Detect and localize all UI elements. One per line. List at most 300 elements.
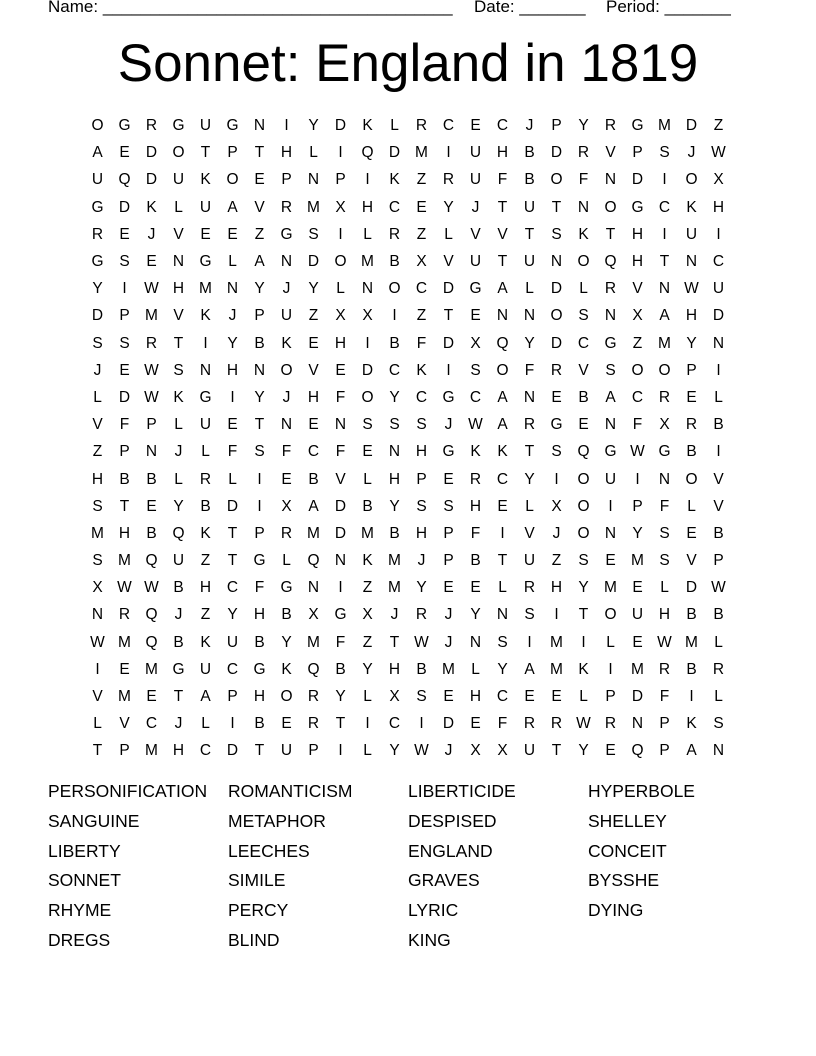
grid-letter[interactable]: O [280, 688, 293, 706]
grid-letter[interactable]: K [200, 524, 211, 542]
grid-letter[interactable]: T [335, 715, 346, 733]
grid-letter[interactable]: Q [145, 606, 158, 624]
grid-letter[interactable]: N [631, 715, 644, 733]
grid-letter[interactable]: C [145, 715, 158, 733]
grid-letter[interactable]: I [689, 688, 694, 706]
grid-letter[interactable]: P [335, 171, 346, 189]
grid-letter[interactable]: I [257, 470, 262, 488]
grid-letter[interactable]: G [91, 198, 104, 216]
grid-letter[interactable]: F [470, 524, 481, 542]
grid-letter[interactable]: J [525, 117, 534, 135]
grid-letter[interactable]: R [442, 171, 455, 189]
grid-letter[interactable]: V [713, 470, 724, 488]
grid-letter[interactable]: N [253, 117, 266, 135]
grid-letter[interactable]: L [687, 497, 696, 515]
grid-letter[interactable]: N [712, 742, 725, 760]
grid-letter[interactable]: P [443, 524, 454, 542]
grid-letter[interactable]: I [257, 497, 262, 515]
grid-letter[interactable]: V [308, 361, 319, 379]
grid-letter[interactable]: B [713, 606, 724, 624]
grid-letter[interactable]: I [338, 742, 343, 760]
grid-letter[interactable]: Y [254, 280, 265, 298]
grid-letter[interactable]: I [662, 171, 667, 189]
grid-letter[interactable]: E [227, 416, 238, 434]
grid-letter[interactable]: G [280, 225, 293, 243]
grid-letter[interactable]: S [551, 225, 562, 243]
grid-letter[interactable]: G [442, 388, 455, 406]
grid-letter[interactable]: R [91, 225, 104, 243]
grid-letter[interactable]: B [362, 497, 373, 515]
grid-letter[interactable]: X [281, 497, 292, 515]
grid-letter[interactable]: C [226, 579, 239, 597]
grid-letter[interactable]: M [361, 524, 374, 542]
grid-letter[interactable]: P [632, 497, 643, 515]
grid-letter[interactable]: W [468, 416, 483, 434]
grid-letter[interactable]: I [392, 307, 397, 325]
grid-letter[interactable]: M [361, 253, 374, 271]
grid-letter[interactable]: E [443, 579, 454, 597]
grid-letter[interactable]: U [523, 253, 536, 271]
grid-letter[interactable]: O [577, 497, 590, 515]
grid-letter[interactable]: U [226, 633, 239, 651]
grid-letter[interactable]: D [550, 144, 563, 162]
grid-letter[interactable]: Z [416, 307, 427, 325]
grid-letter[interactable]: R [280, 198, 293, 216]
grid-letter[interactable]: B [254, 334, 265, 352]
grid-letter[interactable]: E [632, 633, 643, 651]
grid-letter[interactable]: P [254, 524, 265, 542]
grid-letter[interactable]: K [173, 388, 184, 406]
grid-letter[interactable]: V [119, 715, 130, 733]
grid-letter[interactable]: L [606, 633, 615, 651]
grid-letter[interactable]: O [334, 253, 347, 271]
grid-letter[interactable]: H [658, 606, 671, 624]
grid-letter[interactable]: Z [416, 171, 427, 189]
grid-letter[interactable]: Y [443, 198, 454, 216]
grid-letter[interactable]: G [631, 198, 644, 216]
grid-letter[interactable]: R [604, 715, 617, 733]
grid-letter[interactable]: A [524, 660, 535, 678]
grid-letter[interactable]: D [442, 715, 455, 733]
grid-letter[interactable]: I [635, 470, 640, 488]
grid-letter[interactable]: V [173, 225, 184, 243]
grid-letter[interactable]: J [444, 742, 453, 760]
grid-letter[interactable]: U [280, 307, 293, 325]
grid-letter[interactable]: T [605, 225, 616, 243]
grid-letter[interactable]: L [363, 688, 372, 706]
grid-letter[interactable]: G [631, 117, 644, 135]
grid-letter[interactable]: H [199, 579, 212, 597]
grid-letter[interactable]: H [685, 307, 698, 325]
grid-letter[interactable]: S [92, 552, 103, 570]
grid-letter[interactable]: D [712, 307, 725, 325]
grid-letter[interactable]: Y [686, 334, 697, 352]
grid-letter[interactable]: E [686, 524, 697, 542]
grid-letter[interactable]: E [497, 497, 508, 515]
grid-letter[interactable]: X [389, 688, 400, 706]
grid-letter[interactable]: C [226, 660, 239, 678]
grid-letter[interactable]: D [118, 198, 131, 216]
grid-letter[interactable]: M [307, 633, 320, 651]
grid-letter[interactable]: M [388, 579, 401, 597]
grid-letter[interactable]: M [658, 334, 671, 352]
grid-letter[interactable]: B [281, 606, 292, 624]
grid-letter[interactable]: K [200, 307, 211, 325]
grid-letter[interactable]: V [254, 198, 265, 216]
grid-letter[interactable]: W [90, 633, 105, 651]
grid-letter[interactable]: H [388, 660, 401, 678]
grid-letter[interactable]: W [144, 361, 159, 379]
grid-letter[interactable]: N [604, 416, 617, 434]
grid-letter[interactable]: E [524, 688, 535, 706]
grid-letter[interactable]: N [334, 552, 347, 570]
grid-letter[interactable]: E [362, 443, 373, 461]
grid-letter[interactable]: U [199, 117, 212, 135]
grid-letter[interactable]: T [173, 334, 184, 352]
grid-letter[interactable]: P [308, 742, 319, 760]
grid-letter[interactable]: C [712, 253, 725, 271]
grid-letter[interactable]: L [201, 715, 210, 733]
grid-letter[interactable]: H [550, 579, 563, 597]
grid-letter[interactable]: E [254, 171, 265, 189]
grid-letter[interactable]: Y [281, 633, 292, 651]
grid-letter[interactable]: R [388, 225, 401, 243]
grid-letter[interactable]: R [550, 361, 563, 379]
grid-letter[interactable]: N [280, 253, 293, 271]
grid-letter[interactable]: L [93, 715, 102, 733]
grid-letter[interactable]: I [284, 117, 289, 135]
grid-letter[interactable]: B [254, 633, 265, 651]
grid-letter[interactable]: S [578, 307, 589, 325]
grid-letter[interactable]: O [91, 117, 104, 135]
grid-letter[interactable]: M [442, 660, 455, 678]
grid-letter[interactable]: U [523, 198, 536, 216]
grid-letter[interactable]: T [173, 688, 184, 706]
grid-letter[interactable]: I [608, 497, 613, 515]
grid-letter[interactable]: L [336, 280, 345, 298]
grid-letter[interactable]: P [713, 552, 724, 570]
grid-letter[interactable]: M [118, 633, 131, 651]
grid-letter[interactable]: A [659, 307, 670, 325]
grid-letter[interactable]: T [92, 742, 103, 760]
grid-letter[interactable]: B [686, 606, 697, 624]
grid-letter[interactable]: R [307, 715, 320, 733]
grid-letter[interactable]: V [713, 497, 724, 515]
grid-letter[interactable]: Y [308, 117, 319, 135]
grid-letter[interactable]: H [361, 198, 374, 216]
grid-letter[interactable]: I [230, 715, 235, 733]
grid-letter[interactable]: F [335, 443, 346, 461]
grid-letter[interactable]: L [579, 688, 588, 706]
grid-letter[interactable]: G [550, 416, 563, 434]
grid-letter[interactable]: M [685, 633, 698, 651]
grid-letter[interactable]: F [659, 497, 670, 515]
grid-letter[interactable]: Q [577, 443, 590, 461]
grid-letter[interactable]: K [686, 198, 697, 216]
grid-letter[interactable]: X [713, 171, 724, 189]
grid-letter[interactable]: S [524, 606, 535, 624]
grid-letter[interactable]: P [119, 742, 130, 760]
grid-letter[interactable]: Z [632, 334, 643, 352]
grid-letter[interactable]: J [282, 280, 291, 298]
grid-letter[interactable]: H [388, 470, 401, 488]
grid-letter[interactable]: Y [227, 606, 238, 624]
grid-letter[interactable]: J [174, 606, 183, 624]
grid-letter[interactable]: N [145, 443, 158, 461]
grid-letter[interactable]: B [713, 524, 724, 542]
period-field[interactable] [606, 0, 731, 17]
grid-letter[interactable]: E [281, 470, 292, 488]
grid-letter[interactable]: S [308, 225, 319, 243]
grid-letter[interactable]: B [416, 660, 427, 678]
grid-letter[interactable]: Y [578, 117, 589, 135]
grid-letter[interactable]: I [419, 715, 424, 733]
grid-letter[interactable]: U [469, 144, 482, 162]
grid-letter[interactable]: R [145, 117, 158, 135]
grid-letter[interactable]: I [338, 579, 343, 597]
grid-letter[interactable]: S [443, 497, 454, 515]
grid-letter[interactable]: Q [145, 633, 158, 651]
grid-letter[interactable]: G [253, 660, 266, 678]
grid-letter[interactable]: R [550, 715, 563, 733]
grid-letter[interactable]: N [280, 416, 293, 434]
grid-letter[interactable]: I [527, 633, 532, 651]
grid-letter[interactable]: I [446, 361, 451, 379]
grid-letter[interactable]: N [604, 307, 617, 325]
grid-letter[interactable]: P [416, 470, 427, 488]
grid-letter[interactable]: Y [524, 470, 535, 488]
grid-letter[interactable]: X [632, 307, 643, 325]
grid-letter[interactable]: N [91, 606, 104, 624]
grid-letter[interactable]: S [362, 416, 373, 434]
grid-letter[interactable]: N [496, 606, 509, 624]
grid-letter[interactable]: H [415, 443, 428, 461]
grid-letter[interactable]: N [496, 307, 509, 325]
grid-letter[interactable]: W [684, 280, 699, 298]
grid-letter[interactable]: Z [362, 579, 373, 597]
grid-letter[interactable]: S [713, 715, 724, 733]
grid-letter[interactable]: E [551, 688, 562, 706]
grid-letter[interactable]: L [363, 470, 372, 488]
grid-letter[interactable]: E [578, 416, 589, 434]
grid-letter[interactable]: N [658, 280, 671, 298]
grid-letter[interactable]: S [659, 144, 670, 162]
grid-letter[interactable]: S [92, 497, 103, 515]
grid-letter[interactable]: Y [173, 497, 184, 515]
grid-letter[interactable]: D [361, 361, 374, 379]
grid-letter[interactable]: M [658, 117, 671, 135]
grid-letter[interactable]: Y [389, 388, 400, 406]
grid-letter[interactable]: S [551, 443, 562, 461]
grid-letter[interactable]: V [470, 225, 481, 243]
grid-letter[interactable]: V [686, 552, 697, 570]
grid-letter[interactable]: W [144, 388, 159, 406]
grid-letter[interactable]: B [578, 388, 589, 406]
grid-letter[interactable]: B [686, 660, 697, 678]
grid-letter[interactable]: N [550, 253, 563, 271]
grid-letter[interactable]: N [307, 579, 320, 597]
grid-letter[interactable]: J [471, 198, 480, 216]
grid-letter[interactable]: U [199, 416, 212, 434]
grid-letter[interactable]: E [470, 117, 481, 135]
grid-letter[interactable]: N [523, 388, 536, 406]
grid-letter[interactable]: R [523, 416, 536, 434]
grid-letter[interactable]: F [524, 361, 535, 379]
grid-letter[interactable]: J [417, 552, 426, 570]
grid-letter[interactable]: T [119, 497, 130, 515]
grid-letter[interactable]: H [631, 253, 644, 271]
grid-letter[interactable]: B [146, 470, 157, 488]
grid-letter[interactable]: R [415, 606, 428, 624]
grid-letter[interactable]: R [307, 688, 320, 706]
grid-letter[interactable]: B [389, 334, 400, 352]
grid-letter[interactable]: B [389, 253, 400, 271]
grid-letter[interactable]: V [335, 470, 346, 488]
grid-letter[interactable]: B [254, 715, 265, 733]
grid-letter[interactable]: R [604, 117, 617, 135]
grid-letter[interactable]: D [334, 524, 347, 542]
grid-letter[interactable]: N [226, 280, 239, 298]
grid-letter[interactable]: D [550, 334, 563, 352]
grid-letter[interactable]: R [415, 117, 428, 135]
grid-letter[interactable]: H [307, 388, 320, 406]
grid-letter[interactable]: H [469, 688, 482, 706]
grid-letter[interactable]: U [685, 225, 698, 243]
grid-letter[interactable]: F [254, 579, 265, 597]
grid-letter[interactable]: R [469, 470, 482, 488]
grid-letter[interactable]: D [91, 307, 104, 325]
grid-letter[interactable]: Z [200, 606, 211, 624]
grid-letter[interactable]: O [550, 171, 563, 189]
grid-letter[interactable]: G [469, 280, 482, 298]
grid-letter[interactable]: O [172, 144, 185, 162]
grid-letter[interactable]: O [361, 388, 374, 406]
grid-letter[interactable]: L [471, 660, 480, 678]
grid-letter[interactable]: Q [307, 660, 320, 678]
grid-letter[interactable]: Y [416, 579, 427, 597]
grid-letter[interactable]: S [119, 334, 130, 352]
grid-letter[interactable]: V [497, 225, 508, 243]
grid-letter[interactable]: Q [172, 524, 185, 542]
grid-letter[interactable]: S [416, 416, 427, 434]
grid-letter[interactable]: T [497, 253, 508, 271]
grid-letter[interactable]: E [146, 688, 157, 706]
grid-letter[interactable]: L [714, 388, 723, 406]
grid-letter[interactable]: H [172, 742, 185, 760]
grid-letter[interactable]: I [662, 225, 667, 243]
grid-letter[interactable]: I [554, 470, 559, 488]
grid-letter[interactable]: P [119, 443, 130, 461]
grid-letter[interactable]: I [581, 633, 586, 651]
grid-letter[interactable]: N [685, 253, 698, 271]
grid-letter[interactable]: B [389, 524, 400, 542]
grid-letter[interactable]: E [470, 307, 481, 325]
grid-letter[interactable]: F [119, 416, 130, 434]
grid-letter[interactable]: X [551, 497, 562, 515]
grid-letter[interactable]: O [577, 470, 590, 488]
grid-letter[interactable]: Y [389, 742, 400, 760]
grid-letter[interactable]: O [604, 198, 617, 216]
grid-letter[interactable]: N [658, 470, 671, 488]
grid-letter[interactable]: R [685, 416, 698, 434]
grid-letter[interactable]: H [118, 524, 131, 542]
grid-letter[interactable]: O [496, 361, 509, 379]
grid-letter[interactable]: A [497, 388, 508, 406]
grid-letter[interactable]: E [470, 579, 481, 597]
grid-letter[interactable]: R [199, 470, 212, 488]
grid-letter[interactable]: K [281, 334, 292, 352]
grid-letter[interactable]: M [118, 688, 131, 706]
grid-letter[interactable]: W [414, 742, 429, 760]
grid-letter[interactable]: F [632, 416, 643, 434]
grid-letter[interactable]: D [631, 688, 644, 706]
grid-letter[interactable]: D [118, 388, 131, 406]
grid-letter[interactable]: I [365, 715, 370, 733]
grid-letter[interactable]: I [716, 361, 721, 379]
grid-letter[interactable]: H [226, 361, 239, 379]
grid-letter[interactable]: W [414, 633, 429, 651]
grid-letter[interactable]: Z [308, 307, 319, 325]
grid-letter[interactable]: T [524, 443, 535, 461]
grid-letter[interactable]: I [203, 334, 208, 352]
grid-letter[interactable]: X [308, 606, 319, 624]
grid-letter[interactable]: J [93, 361, 102, 379]
grid-letter[interactable]: L [714, 633, 723, 651]
grid-letter[interactable]: Q [496, 334, 509, 352]
grid-letter[interactable]: A [497, 416, 508, 434]
grid-letter[interactable]: J [174, 715, 183, 733]
grid-letter[interactable]: P [146, 416, 157, 434]
grid-letter[interactable]: F [497, 715, 508, 733]
grid-letter[interactable]: L [498, 579, 507, 597]
grid-letter[interactable]: R [712, 660, 725, 678]
grid-letter[interactable]: A [254, 253, 265, 271]
grid-letter[interactable]: G [118, 117, 131, 135]
grid-letter[interactable]: C [388, 198, 401, 216]
grid-letter[interactable]: A [605, 388, 616, 406]
grid-letter[interactable]: H [91, 470, 104, 488]
grid-letter[interactable]: V [92, 688, 103, 706]
grid-letter[interactable]: M [631, 660, 644, 678]
grid-letter[interactable]: K [578, 660, 589, 678]
grid-letter[interactable]: O [577, 524, 590, 542]
grid-letter[interactable]: E [443, 688, 454, 706]
grid-letter[interactable]: F [335, 388, 346, 406]
grid-letter[interactable]: I [338, 225, 343, 243]
grid-letter[interactable]: M [91, 524, 104, 542]
grid-letter[interactable]: T [227, 552, 238, 570]
grid-letter[interactable]: D [226, 497, 239, 515]
grid-letter[interactable]: K [200, 633, 211, 651]
grid-letter[interactable]: Y [308, 280, 319, 298]
grid-letter[interactable]: N [712, 334, 725, 352]
grid-letter[interactable]: D [550, 280, 563, 298]
grid-letter[interactable]: Z [362, 633, 373, 651]
grid-letter[interactable]: R [577, 144, 590, 162]
grid-letter[interactable]: S [605, 361, 616, 379]
grid-letter[interactable]: M [118, 552, 131, 570]
grid-letter[interactable]: W [657, 633, 672, 651]
grid-letter[interactable]: J [282, 388, 291, 406]
grid-letter[interactable]: M [307, 524, 320, 542]
grid-letter[interactable]: S [659, 552, 670, 570]
grid-letter[interactable]: T [200, 144, 211, 162]
grid-letter[interactable]: X [470, 334, 481, 352]
grid-letter[interactable]: P [551, 117, 562, 135]
grid-letter[interactable]: M [145, 660, 158, 678]
grid-letter[interactable]: U [172, 552, 185, 570]
grid-letter[interactable]: G [604, 334, 617, 352]
